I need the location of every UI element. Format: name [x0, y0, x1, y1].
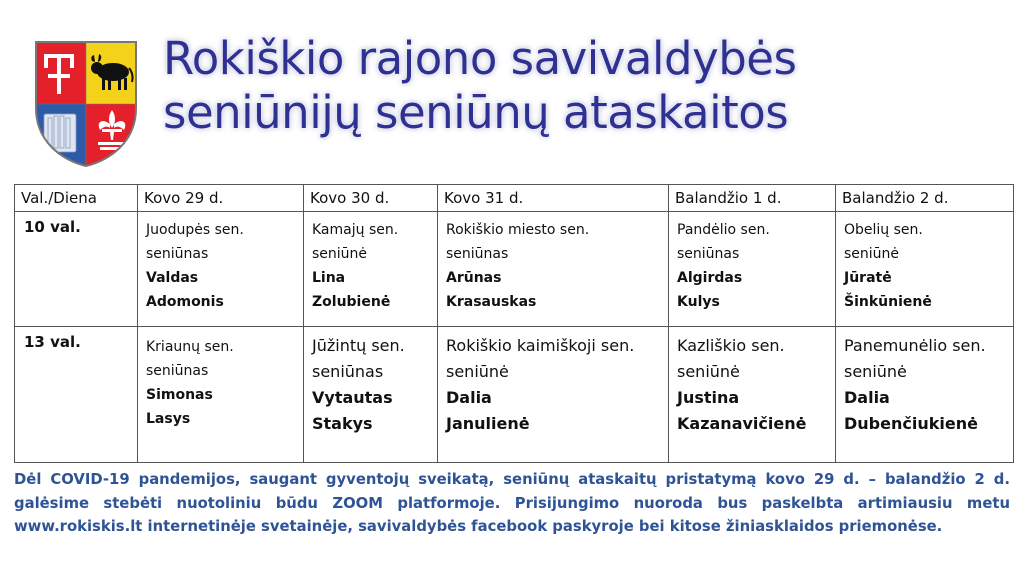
elder-last-name: Kulys — [677, 294, 720, 310]
elder-first-name: Lina — [312, 270, 346, 286]
schedule-cell — [304, 212, 438, 327]
schedule-cell — [836, 327, 1014, 463]
elder-last-name: Kazanavičienė — [677, 414, 807, 433]
eldership-name: Juodupės sen. — [146, 222, 244, 238]
elder-first-name: Justina — [677, 388, 740, 407]
schedule-cell — [438, 327, 669, 463]
covid-notice: Dėl COVID-19 pandemijos, saugant gyventojų sveikatą, seniūnų ataskaitų pristatymą kovo 29 d. – balandžio 2 d. galėsime stebėti nuotoliniu būdu ZOOM platformoje. Prisijungimo nuoroda bus paskelbta artimiausiu metu www.rokiskis.lt internetinėje svetainėje, savivaldybės facebook paskyroje bei kitose žiniasklaidos priemonėse. — [14, 471, 1010, 535]
schedule-cell — [669, 327, 836, 463]
elder-role: seniūnas — [446, 246, 509, 262]
column-header-apr-1: Balandžio 1 d. — [669, 185, 836, 212]
elder-role: seniūnas — [146, 246, 209, 262]
elder-role: seniūnė — [677, 362, 740, 381]
elder-last-name: Zolubienė — [312, 294, 391, 310]
schedule-cell — [138, 327, 304, 463]
column-header-mar-30: Kovo 30 d. — [304, 185, 438, 212]
table-header-row — [15, 185, 1014, 212]
schedule-table — [14, 184, 1014, 463]
eldership-name: Kazliškio sen. — [677, 336, 785, 355]
elder-role: seniūnė — [446, 362, 509, 381]
table-row — [15, 327, 1014, 463]
title-line-1: Rokiškio rajono savivaldybės — [163, 32, 797, 85]
elder-role: seniūnas — [146, 363, 209, 379]
eldership-name: Pandėlio sen. — [677, 222, 770, 238]
schedule-cell — [304, 327, 438, 463]
elder-last-name: Stakys — [312, 414, 373, 433]
elder-first-name: Dalia — [446, 388, 492, 407]
elder-last-name: Janulienė — [446, 414, 530, 433]
elder-first-name: Vytautas — [312, 388, 393, 407]
eldership-name: Jūžintų sen. — [312, 336, 405, 355]
elder-first-name: Simonas — [146, 387, 213, 403]
elder-last-name: Adomonis — [146, 294, 224, 310]
elder-first-name: Algirdas — [677, 270, 743, 286]
eldership-name: Kriaunų sen. — [146, 339, 234, 355]
elder-role: seniūnė — [844, 362, 907, 381]
elder-first-name: Dalia — [844, 388, 890, 407]
schedule-cell — [669, 212, 836, 327]
page-title — [163, 32, 796, 140]
elder-last-name: Šinkūnienė — [844, 294, 932, 310]
elder-first-name: Jūratė — [844, 270, 892, 286]
eldership-name: Kamajų sen. — [312, 222, 399, 238]
schedule-cell — [438, 212, 669, 327]
elder-first-name: Arūnas — [446, 270, 502, 286]
time-cell: 13 val. — [15, 327, 138, 463]
organ-icon — [44, 114, 76, 152]
schedule-cell — [836, 212, 1014, 327]
title-line-2: seniūnijų seniūnų ataskaitos — [163, 86, 789, 139]
table-row — [15, 212, 1014, 327]
schedule-cell — [138, 212, 304, 327]
column-header-time: Val./Diena — [15, 185, 138, 212]
eldership-name: Rokiškio miesto sen. — [446, 222, 590, 238]
elder-role: seniūnas — [677, 246, 740, 262]
elder-role: seniūnas — [312, 362, 384, 381]
eldership-name: Panemunėlio sen. — [844, 336, 986, 355]
eldership-name: Rokiškio kaimiškoji sen. — [446, 336, 635, 355]
rokiskis-coat-of-arms-icon — [34, 40, 138, 168]
elder-last-name: Dubenčiukienė — [844, 414, 978, 433]
eldership-name: Obelių sen. — [844, 222, 923, 238]
elder-role: seniūnė — [312, 246, 368, 262]
elder-last-name: Krasauskas — [446, 294, 537, 310]
elder-last-name: Lasys — [146, 411, 191, 427]
time-cell: 10 val. — [15, 212, 138, 327]
column-header-mar-29: Kovo 29 d. — [138, 185, 304, 212]
elder-role: seniūnė — [844, 246, 900, 262]
elder-first-name: Valdas — [146, 270, 199, 286]
column-header-apr-2: Balandžio 2 d. — [836, 185, 1014, 212]
column-header-mar-31: Kovo 31 d. — [438, 185, 669, 212]
